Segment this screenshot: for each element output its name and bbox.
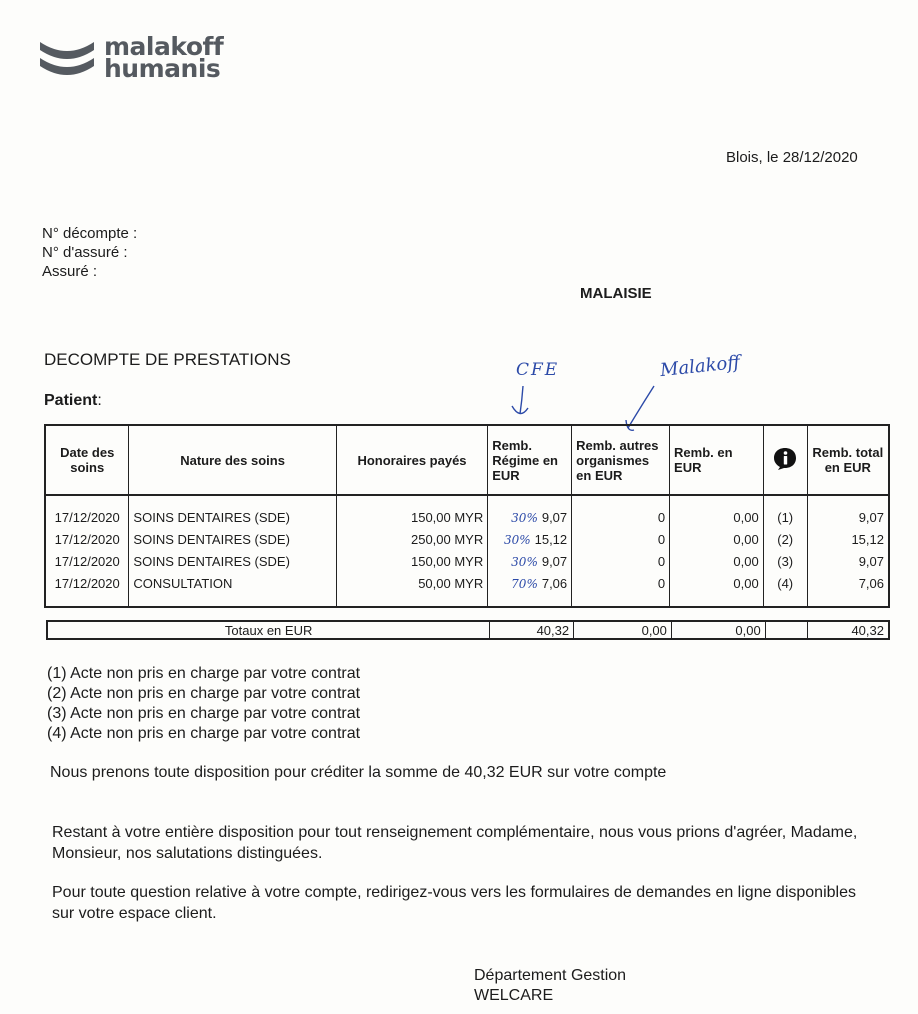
cell-total: 7,06 bbox=[807, 572, 889, 594]
field-decompte: N° décompte : bbox=[42, 225, 138, 242]
table-row bbox=[45, 550, 889, 572]
cell-date: 17/12/2020 bbox=[45, 550, 129, 572]
brand-logo bbox=[38, 34, 223, 82]
table-row bbox=[45, 528, 889, 550]
totals-info-empty bbox=[765, 621, 807, 639]
handwritten-percent: 30% bbox=[503, 532, 531, 547]
brand-line-1: malakoff bbox=[104, 32, 224, 61]
closing-paragraph: Restant à votre entière disposition pour tout renseignement complémentaire, nous vous prions d'agréer, Madame, Monsieur, nos salutations distinguées. bbox=[52, 824, 858, 862]
cell-nature: SOINS DENTAIRES (SDE) bbox=[129, 550, 336, 572]
cell-note: (4) bbox=[763, 572, 807, 594]
credit-paragraph: Nous prenons toute disposition pour créditer la somme de 40,32 EUR sur votre compte bbox=[50, 764, 667, 781]
totals-total: 40,32 bbox=[807, 621, 889, 639]
cell-regime bbox=[488, 506, 572, 528]
header-regime: Remb. Régime en EUR bbox=[488, 425, 572, 495]
patient-label bbox=[44, 392, 102, 410]
totals-row bbox=[47, 621, 889, 639]
cell-note: (2) bbox=[763, 528, 807, 550]
cell-honoraires: 250,00 MYR bbox=[336, 528, 488, 550]
spacer-row bbox=[45, 594, 889, 607]
cell-remb: 0,00 bbox=[670, 506, 764, 528]
handwritten-percent: 70% bbox=[511, 576, 538, 591]
cell-note: (3) bbox=[763, 550, 807, 572]
cell-nature: SOINS DENTAIRES (SDE) bbox=[129, 528, 336, 550]
handwritten-cfe: CFE bbox=[516, 360, 560, 380]
handwritten-percent: 30% bbox=[511, 510, 538, 525]
header-honoraires: Honoraires payés bbox=[336, 425, 488, 495]
cell-regime bbox=[488, 528, 572, 550]
regime-value: 9,07 bbox=[541, 553, 568, 569]
cell-remb: 0,00 bbox=[670, 550, 764, 572]
cell-honoraires: 150,00 MYR bbox=[336, 550, 488, 572]
footnote: (2) Acte non pris en charge par votre contrat bbox=[47, 685, 361, 702]
reference-fields bbox=[42, 224, 137, 281]
totals-regime: 40,32 bbox=[490, 621, 574, 639]
cell-total: 9,07 bbox=[807, 506, 889, 528]
signature-block bbox=[474, 966, 626, 1006]
patient-label-text: Patient bbox=[44, 392, 98, 409]
arrow-cfe bbox=[512, 386, 528, 414]
footnote: (3) Acte non pris en charge par votre contrat bbox=[47, 705, 361, 722]
cell-total: 9,07 bbox=[807, 550, 889, 572]
table-row bbox=[45, 572, 889, 594]
totals-label: Totaux en EUR bbox=[47, 621, 490, 639]
claims-body bbox=[45, 495, 889, 607]
document-title: DECOMPTE DE PRESTATIONS bbox=[44, 350, 291, 369]
question-paragraph: Pour toute question relative à votre compte, redirigez-vous vers les formulaires de demandes en ligne disponibles sur votre espace client. bbox=[52, 884, 856, 922]
signature-org: WELCARE bbox=[474, 987, 554, 1004]
wave-logo-icon bbox=[38, 34, 96, 82]
table-row bbox=[45, 506, 889, 528]
header-total: Remb. total en EUR bbox=[807, 425, 889, 495]
regime-value: 9,07 bbox=[541, 509, 568, 525]
country-label: MALAISIE bbox=[580, 285, 652, 302]
cell-autres: 0 bbox=[572, 506, 670, 528]
cell-remb: 0,00 bbox=[670, 528, 764, 550]
cell-autres: 0 bbox=[572, 528, 670, 550]
cell-note: (1) bbox=[763, 506, 807, 528]
place-date: Blois, le 28/12/2020 bbox=[726, 149, 858, 166]
cell-regime bbox=[488, 550, 572, 572]
cell-regime bbox=[488, 572, 572, 594]
totals-autres: 0,00 bbox=[574, 621, 672, 639]
totals-remb: 0,00 bbox=[671, 621, 765, 639]
brand-name bbox=[104, 32, 224, 83]
cell-nature: SOINS DENTAIRES (SDE) bbox=[129, 506, 336, 528]
field-assure: Assuré : bbox=[42, 263, 98, 280]
cell-date: 17/12/2020 bbox=[45, 506, 129, 528]
header-date: Date des soins bbox=[45, 425, 129, 495]
regime-value: 15,12 bbox=[534, 531, 568, 547]
footnote: (4) Acte non pris en charge par votre contrat bbox=[47, 725, 361, 742]
cell-honoraires: 50,00 MYR bbox=[336, 572, 488, 594]
field-assure-number: N° d'assuré : bbox=[42, 244, 128, 261]
cell-date: 17/12/2020 bbox=[45, 572, 129, 594]
signature-dept: Département Gestion bbox=[474, 967, 627, 984]
cell-remb: 0,00 bbox=[670, 572, 764, 594]
footnotes bbox=[47, 664, 360, 744]
cell-date: 17/12/2020 bbox=[45, 528, 129, 550]
spacer-row bbox=[45, 495, 889, 506]
handwritten-percent: 30% bbox=[511, 554, 538, 569]
cell-autres: 0 bbox=[572, 572, 670, 594]
totals-table bbox=[46, 620, 890, 640]
cell-nature: CONSULTATION bbox=[129, 572, 336, 594]
header-autres: Remb. autres organismes en EUR bbox=[572, 425, 670, 495]
cell-total: 15,12 bbox=[807, 528, 889, 550]
claims-table bbox=[44, 424, 890, 608]
footnote: (1) Acte non pris en charge par votre contrat bbox=[47, 665, 361, 682]
cell-honoraires: 150,00 MYR bbox=[336, 506, 488, 528]
cell-autres: 0 bbox=[572, 550, 670, 572]
brand-line-2: humanis bbox=[104, 54, 221, 83]
info-icon bbox=[773, 447, 797, 471]
header-remb: Remb. en EUR bbox=[670, 425, 764, 495]
regime-value: 7,06 bbox=[541, 575, 568, 591]
table-header-row bbox=[45, 425, 889, 495]
header-nature: Nature des soins bbox=[129, 425, 336, 495]
patient-label-colon: : bbox=[97, 392, 102, 409]
handwritten-malakoff: Malakoff bbox=[659, 351, 742, 382]
header-info bbox=[763, 425, 807, 495]
